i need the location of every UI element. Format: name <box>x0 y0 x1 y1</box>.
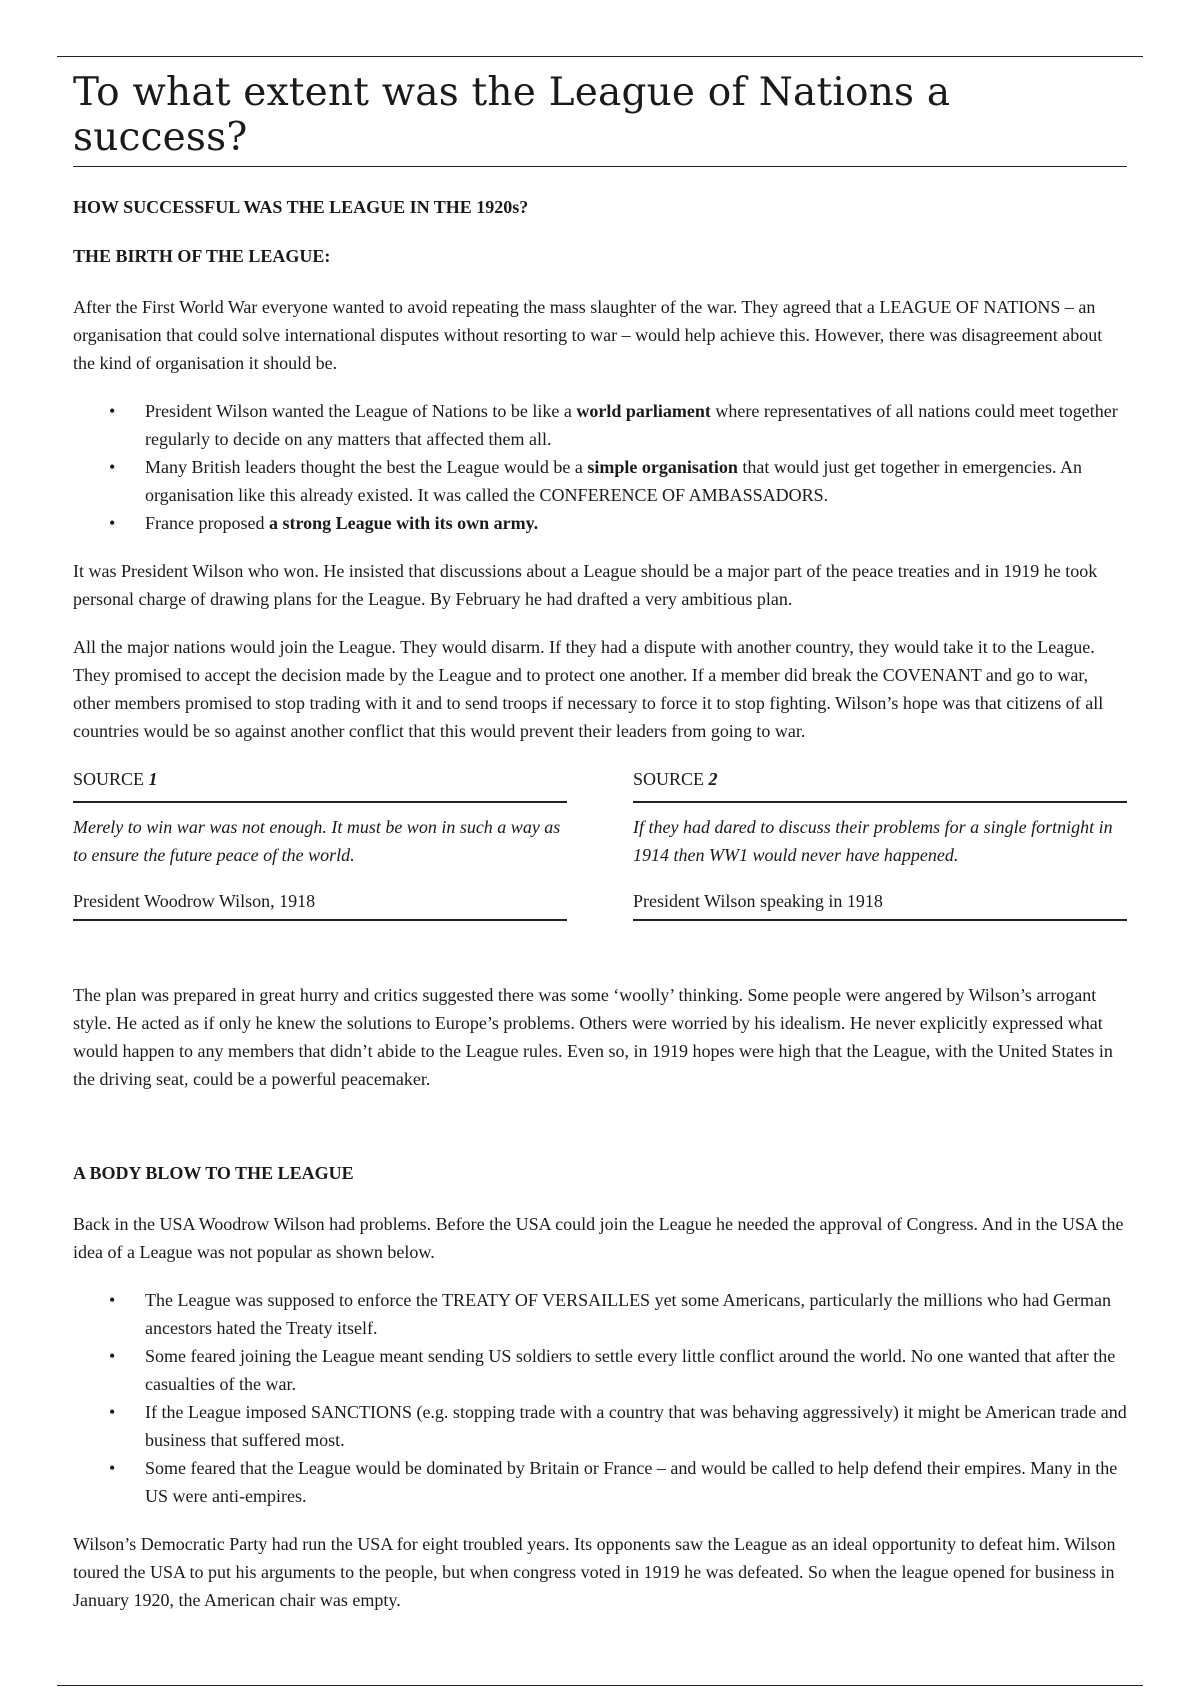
section-heading-1920s: HOW SUCCESSFUL WAS THE LEAGUE IN THE 1920s? <box>73 197 529 217</box>
list-item: • If the League imposed SANCTIONS (e.g. stopping trade with a country that was behaving aggressively) it might be American trade and business that suffered most. <box>145 1398 1127 1454</box>
source-2-quote: If they had dared to discuss their problems for a single fortnight in 1914 then WW1 would never have happened. <box>633 817 1113 865</box>
source-1-title: SOURCE 1 <box>73 765 567 803</box>
birth-intro-paragraph: After the First World War everyone wanted to avoid repeating the mass slaughter of the war. They agreed that a LEAGUE OF NATIONS – an organisation that could solve international disputes without resorting to war – would help achieve this. However, there was disagreement about the kind of organisation it should be. <box>73 297 1103 373</box>
document-page <box>73 70 1127 1614</box>
source-1-quote: Merely to win war was not enough. It must be won in such a way as to ensure the future peace of the world. <box>73 817 561 865</box>
bullet-icon: • <box>109 1290 116 1310</box>
wilson-won-paragraph: It was President Wilson who won. He insisted that discussions about a League should be a major part of the peace treaties and in 1919 he took personal charge of drawing plans for the League. By February he had drafted a very ambitious plan. <box>73 561 1098 609</box>
source-2-attribution: President Wilson speaking in 1918 <box>633 887 1127 921</box>
list-item: • Some feared that the League would be dominated by Britain or France – and would be called to help defend their empires. Many in the US were anti-empires. <box>145 1454 1127 1510</box>
top-rule <box>57 56 1143 57</box>
bullet-icon: • <box>109 401 116 421</box>
source-1-box <box>73 765 567 921</box>
plan-paragraph: The plan was prepared in great hurry and critics suggested there was some ‘woolly’ thinking. Some people were angered by Wilson’s arrogant style. He acted as if only he knew the solutions to Europe’s problems. Others were worried by his idealism. He never explicitly expressed what would happen to any members that didn’t abide to the League rules. Even so, in 1919 hopes were high that the League, with the United States in the driving seat, could be a powerful peacemaker. <box>73 985 1113 1089</box>
body-blow-intro-paragraph: Back in the USA Woodrow Wilson had problems. Before the USA could join the League he needed the approval of Congress. And in the USA the idea of a League was not popular as shown below. <box>73 1214 1124 1262</box>
source-2-title: SOURCE 2 <box>633 765 1127 803</box>
list-item: • President Wilson wanted the League of Nations to be like a world parliament where representatives of all nations could meet together regularly to decide on any matters that affected them all. <box>145 397 1127 453</box>
sources-row <box>73 765 1127 921</box>
list-item: • Some feared joining the League meant sending US soldiers to settle every little conflict around the world. No one wanted that after the casualties of the war. <box>145 1342 1127 1398</box>
bullet-icon: • <box>109 457 116 477</box>
list-item: • Many British leaders thought the best the League would be a simple organisation that would just get together in emergencies. An organisation like this already existed. It was called the CONFERENCE OF AMBASSADORS. <box>145 453 1127 509</box>
body-blow-heading: A BODY BLOW TO THE LEAGUE <box>73 1163 354 1183</box>
objections-list <box>73 1286 1127 1510</box>
major-nations-paragraph: All the major nations would join the League. They would disarm. If they had a dispute with another country, they would take it to the League. They promised to accept the decision made by the League and to protect one another. If a member did break the COVENANT and go to war, other members promised to stop trading with it and to send troops if necessary to force it to stop fighting. Wilson’s hope was that citizens of all countries would be so against another conflict that this would prevent their leaders from going to war. <box>73 637 1104 741</box>
birth-heading: THE BIRTH OF THE LEAGUE: <box>73 246 331 266</box>
bullet-icon: • <box>109 1346 116 1366</box>
source-2-box <box>633 765 1127 921</box>
page-title: To what extent was the League of Nations a success? <box>73 70 1127 167</box>
bullet-icon: • <box>109 513 116 533</box>
bottom-rule <box>57 1685 1143 1686</box>
proposals-list <box>73 397 1127 537</box>
source-1-attribution: President Woodrow Wilson, 1918 <box>73 887 567 921</box>
list-item: • France proposed a strong League with its own army. <box>145 509 1127 537</box>
bullet-icon: • <box>109 1402 116 1422</box>
democratic-party-paragraph: Wilson’s Democratic Party had run the USA for eight troubled years. Its opponents saw the League as an ideal opportunity to defeat him. Wilson toured the USA to put his arguments to the people, but when congress voted in 1919 he was defeated. So when the league opened for business in January 1920, the American chair was empty. <box>73 1534 1116 1610</box>
list-item: • The League was supposed to enforce the TREATY OF VERSAILLES yet some Americans, particularly the millions who had German ancestors hated the Treaty itself. <box>145 1286 1127 1342</box>
bullet-icon: • <box>109 1458 116 1478</box>
